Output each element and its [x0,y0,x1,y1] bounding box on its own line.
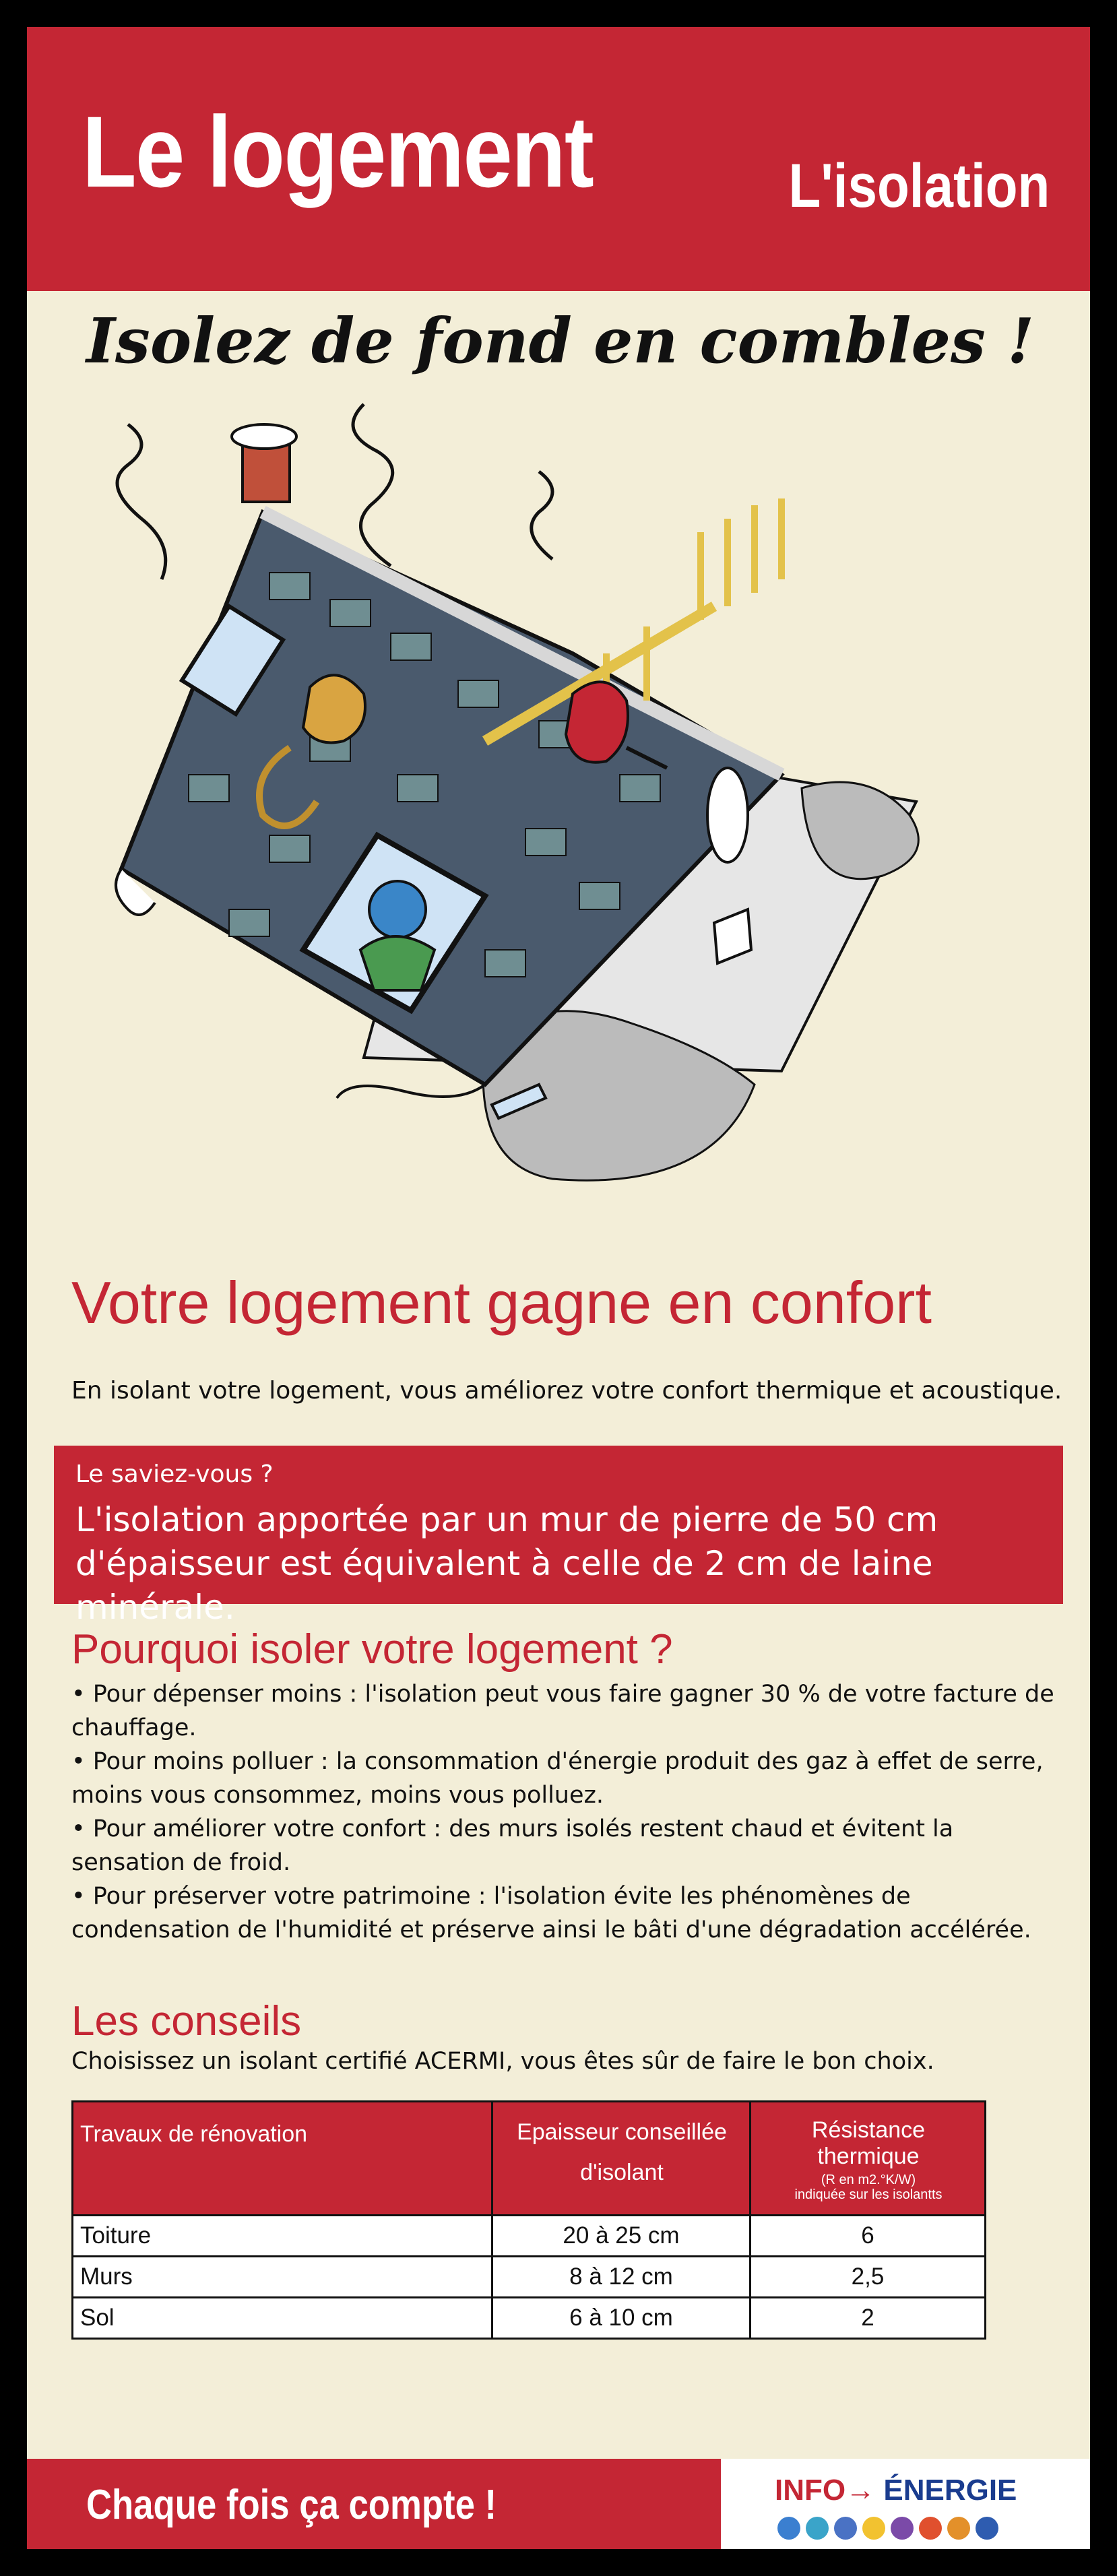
header-banner [27,27,1090,291]
logo-info: INFO [775,2474,846,2507]
why-item: • Pour moins polluer : la consommation d'énergie produit des gaz à effet de serre, moins vous consommez, moins vous polluez. [71,1748,1044,1809]
logo-dot-icon [891,2517,914,2540]
header-resistance-unit: (R en m2.°K/W) [821,2172,916,2187]
why-title: Pourquoi isoler votre logement ? [71,1626,673,1673]
header-resistance [751,2102,986,2216]
logo-dot-icon [862,2517,885,2540]
section-intro: En isolant votre logement, vous améliorez votre confort thermique et acoustique. [71,1377,1062,1405]
page-subtitle: L'isolation [788,152,1050,220]
logo-dot-icon [976,2517,998,2540]
logo-dot-icon [919,2517,942,2540]
cell-resistance: 6 [751,2216,986,2257]
page-title: Le logement [82,95,594,208]
logo-arrow-icon: → [845,2474,876,2507]
logo-dot-icon [834,2517,857,2540]
cell-work: Sol [73,2298,492,2339]
logo-dot-icon [947,2517,970,2540]
callout-text: L'isolation apportée par un mur de pierre de 50 cm d'épaisseur est équivalent à celle de 2 cm de laine minérale. [75,1500,938,1627]
header-resistance-label: Résistance thermique [811,2117,926,2169]
cell-thickness: 20 à 25 cm [492,2216,751,2257]
callout-question: Le saviez-vous ? [75,1460,274,1488]
cell-thickness: 6 à 10 cm [492,2298,751,2339]
tips-text: Choisissez un isolant certifié ACERMI, vous êtes sûr de faire le bon choix. [71,2048,934,2075]
why-item: • Pour préserver votre patrimoine : l'isolation évite les phénomènes de condensation de l'humidité et préserve ainsi le bâti d'une dégradation accélérée. [71,1883,1031,1943]
callout-box [54,1446,1063,1627]
slogan: Isolez de fond en combles ! [86,304,1035,377]
roof-illustration [108,397,950,1239]
cell-thickness: 8 à 12 cm [492,2257,751,2298]
logo-dot-icon [806,2517,829,2540]
table-row [73,2257,986,2298]
table-header-row [73,2102,986,2216]
table-row [73,2298,986,2339]
header-resistance-note: indiquée sur les isolantts [794,2187,943,2202]
logo-text [775,2474,1017,2507]
header-thickness: Epaisseur conseillée d'isolant [492,2102,751,2216]
why-item: • Pour améliorer votre confort : des murs isolés restent chaud et évitent la sensation de froid. [71,1815,954,1876]
footer-slogan: Chaque fois ça compte ! [86,2482,497,2528]
why-list [71,1677,1068,1947]
why-item: • Pour dépenser moins : l'isolation peut vous faire gagner 30 % de votre facture de chauffage. [71,1681,1054,1741]
logo-energie: ÉNERGIE [883,2474,1017,2507]
cell-resistance: 2 [751,2298,986,2339]
cell-resistance: 2,5 [751,2257,986,2298]
info-energie-logo [721,2459,1090,2549]
section-title: Votre logement gagne en confort [71,1269,932,1336]
renovation-table [71,2100,986,2340]
header-renovation: Travaux de rénovation [73,2102,492,2216]
tips-title: Les conseils [71,1998,302,2044]
cell-work: Toiture [73,2216,492,2257]
logo-dot-icon [777,2517,800,2540]
cell-work: Murs [73,2257,492,2298]
table-row [73,2216,986,2257]
logo-dots [777,2517,998,2540]
